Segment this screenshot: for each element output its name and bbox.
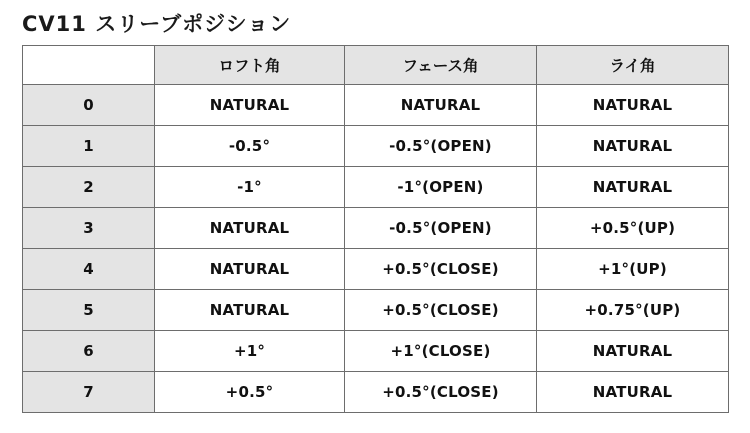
row-loft: NATURAL [155,208,345,249]
row-face: +0.5°(CLOSE) [345,372,537,413]
row-position: 6 [23,331,155,372]
row-lie: +0.75°(UP) [537,290,729,331]
table-header [23,46,729,85]
row-lie: NATURAL [537,372,729,413]
row-position: 4 [23,249,155,290]
row-position: 1 [23,126,155,167]
row-position: 0 [23,85,155,126]
row-loft: -1° [155,167,345,208]
table-header-corner [23,46,155,85]
row-loft: NATURAL [155,290,345,331]
row-position: 3 [23,208,155,249]
row-lie: NATURAL [537,126,729,167]
row-face: +0.5°(CLOSE) [345,290,537,331]
row-position: 7 [23,372,155,413]
row-face: +0.5°(CLOSE) [345,249,537,290]
row-lie: NATURAL [537,331,729,372]
table-header-lie: ライ角 [537,46,729,85]
table-row [23,126,729,167]
page-title: CV11 スリーブポジション [22,12,292,36]
row-lie: +0.5°(UP) [537,208,729,249]
row-face: -1°(OPEN) [345,167,537,208]
sleeve-position-table [22,45,729,413]
table-row [23,85,729,126]
table-header-face: フェース角 [345,46,537,85]
row-face: -0.5°(OPEN) [345,208,537,249]
row-loft: +1° [155,331,345,372]
table-header-row [23,46,729,85]
row-face: -0.5°(OPEN) [345,126,537,167]
table-row [23,290,729,331]
row-loft: -0.5° [155,126,345,167]
row-face: NATURAL [345,85,537,126]
table-body [23,85,729,413]
row-position: 2 [23,167,155,208]
row-loft: +0.5° [155,372,345,413]
row-lie: +1°(UP) [537,249,729,290]
table-row [23,167,729,208]
row-face: +1°(CLOSE) [345,331,537,372]
table-row [23,249,729,290]
table-row [23,331,729,372]
row-loft: NATURAL [155,85,345,126]
sleeve-position-table-container [22,45,728,413]
table-header-loft: ロフト角 [155,46,345,85]
row-position: 5 [23,290,155,331]
row-loft: NATURAL [155,249,345,290]
row-lie: NATURAL [537,167,729,208]
table-row [23,372,729,413]
row-lie: NATURAL [537,85,729,126]
table-row [23,208,729,249]
